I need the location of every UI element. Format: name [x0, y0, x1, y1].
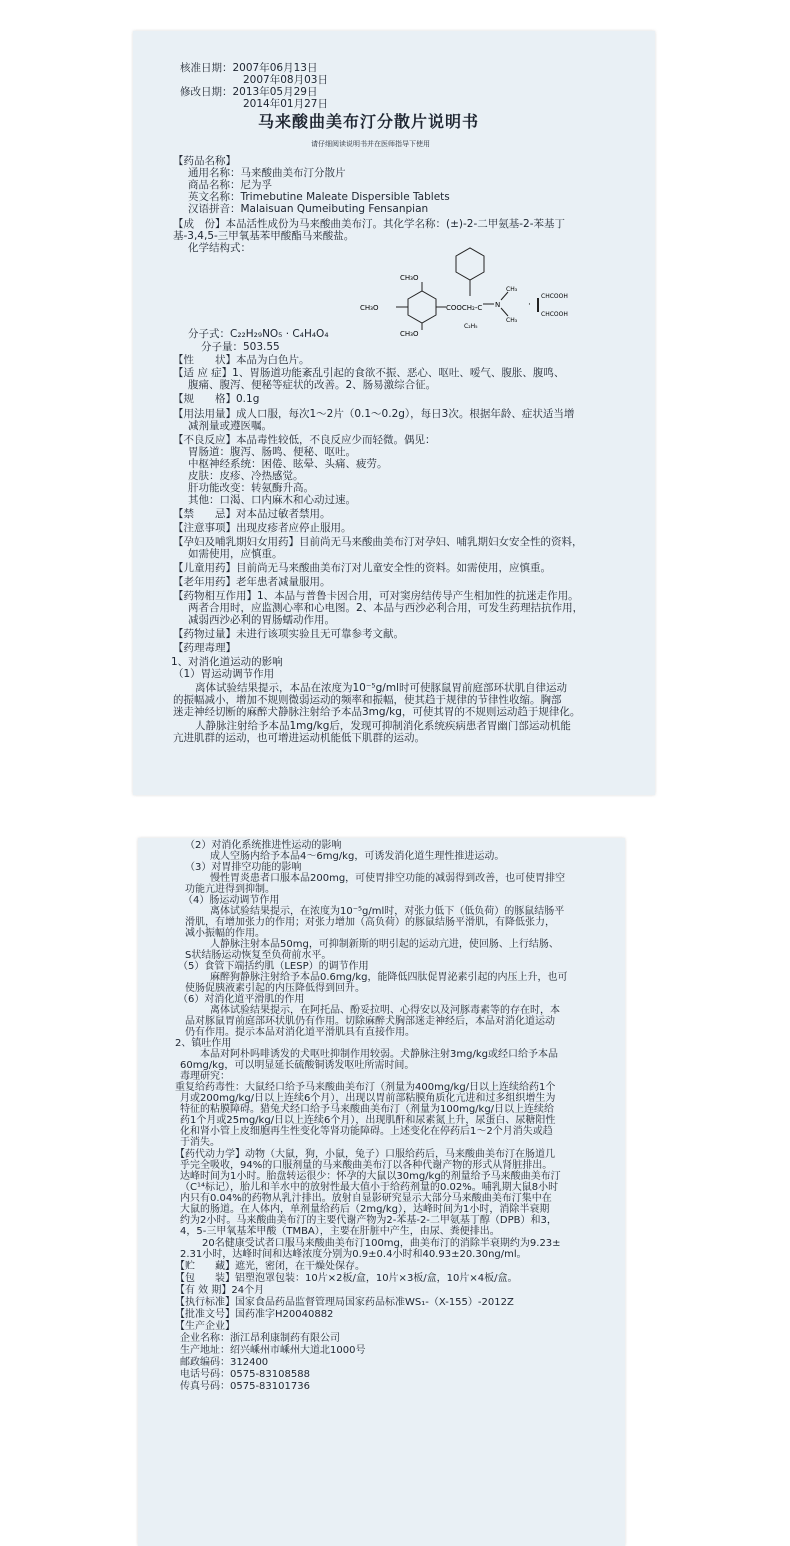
n-methyl-1: CH₃ [506, 286, 518, 293]
text-line: 减小振幅的作用。 [185, 928, 265, 939]
text-line: 【性 状】本品为白色片。 [173, 354, 310, 366]
text-line: 1、对消化道运动的影响 [171, 656, 283, 668]
text-line: 的振幅减小，增加不规则微弱运动的频率和振幅，使其趋于规律的节律性收缩。胸部 [173, 694, 562, 706]
text-line: 【禁 忌】对本品过敏者禁用。 [173, 508, 331, 520]
text-line: 人静脉注射给予本品1mg/kg后，发现可抑制消化系统疾病患者胃幽门部运动机能 [195, 720, 571, 732]
text-line: 达峰时间为1小时。胎盘转运很少：怀孕的大鼠以30mg/kg的剂量给予马来酸曲美布汀 [180, 1171, 561, 1182]
text-line: 2007年08月03日 [243, 74, 328, 86]
text-line: 两者合用时，应监测心率和心电图。2、本品与西沙必利合用，可发生药理拮抗作用， [188, 602, 584, 614]
text-line: 核准日期：2007年06月13日 [180, 62, 318, 74]
text-line: 滑肌，有增加张力的作用；对张力增加（高负荷）的豚鼠结肠平滑肌，有降低张力， [185, 917, 555, 928]
text-line: 麻醉狗静脉注射给予本品0.6mg/kg，能降低四肽促胃泌素引起的内压上升，也可 [210, 972, 568, 983]
text-line: 邮政编码：312400 [180, 1357, 269, 1368]
ester-label: COOCH₂-C [446, 304, 483, 312]
text-line: 4，5-三甲氧基苯甲酸（TMBA），主要在肝脏中产生，由尿、粪便排出。 [180, 1226, 500, 1237]
text-line: 【药代动力学】动物（大鼠，狗，小鼠，兔子）口服给药后，马来酸曲美布汀在肠道几 [175, 1149, 555, 1160]
text-line: 化和肾小管上皮细胞再生性变化等肾功能障碍。上述变化在停药后1～2个月消失或趋 [180, 1126, 553, 1137]
text-line: 本品对阿朴吗啡诱发的犬呕吐抑制作用较弱。犬静脉注射3mg/kg或经口给予本品 [200, 1049, 558, 1060]
text-line: （3）对胃排空功能的影响 [185, 862, 302, 873]
text-line: 【批准文号】国药准字H20040882 [175, 1309, 334, 1320]
text-line: 【药物过量】未进行该项实验且无可靠参考文献。 [173, 628, 404, 640]
text-line: 大鼠的肠道。在人体内，单剂量给药后（2mg/kg），达峰时间为1小时，消除半衰期 [180, 1204, 550, 1215]
acid-label-1: CHCOOH [541, 293, 568, 300]
text-line: 【包 装】铝塑泡罩包装：10片×2板/盒，10片×3板/盒，10片×4板/盒。 [175, 1273, 518, 1284]
text-line: （2）对消化系统推进性运动的影响 [185, 840, 342, 851]
chemical-structure-diagram [338, 244, 568, 338]
text-line: 功能亢进得到抑制。 [185, 884, 275, 895]
benzene-ring [408, 291, 436, 323]
text-line: 胃肠道：腹泻、肠鸣、便秘、呕吐。 [188, 446, 356, 458]
text-line: 人静脉注射本品50mg，可抑制新斯的明引起的运动亢进，使回肠、上行结肠、 [210, 939, 559, 950]
text-line: 内只有0.04%的药物从乳汁排出。放射自显影研究显示大部分马来酸曲美布汀集中在 [180, 1193, 552, 1204]
text-line: （C¹⁴标记），胎儿和羊水中的放射性最大值小于给药剂量的0.02%。哺乳期大鼠8小时 [180, 1182, 559, 1193]
text-line: 【生产企业】 [175, 1321, 235, 1332]
text-line: 电话号码：0575-83108588 [180, 1369, 310, 1380]
text-line: 【老年用药】老年患者减量服用。 [173, 576, 331, 588]
text-line: 基-3,4,5-三甲氧基苯甲酸酯马来酸盐。 [173, 230, 355, 242]
ring-label-1: CH₃O [400, 274, 419, 282]
text-line: 中枢神经系统：困倦、眩晕、头痛、疲劳。 [188, 458, 388, 470]
text-line: 2014年01月27日 [243, 98, 328, 110]
text-line: 生产地址：绍兴嵊州市嵊州大道北1000号 [180, 1345, 366, 1356]
text-line: 离体试验结果提示，在浓度为10⁻⁵g/ml时，对张力低下（低负荷）的豚鼠结肠平 [210, 906, 565, 917]
text-line: 皮肤：皮疹、冷热感觉。 [188, 470, 304, 482]
text-line: 通用名称：马来酸曲美布汀分散片 [188, 167, 346, 179]
ring-label-2: CH₃O [360, 304, 379, 312]
text-line: 药1个月或25mg/kg/日以上连续6个月），出现肌酐和尿素氮上升，尿蛋白、尿糖阳性 [180, 1115, 556, 1126]
text-line: 企业名称：浙江昂利康制药有限公司 [180, 1333, 340, 1344]
text-line: 离体试验结果提示，本品在浓度为10⁻⁵g/ml时可使豚鼠胃前庭部环状肌自律运动 [195, 682, 567, 694]
text-line: 如需使用，应慎重。 [188, 548, 283, 560]
text-line: 【注意事项】出现皮疹者应停止服用。 [173, 522, 352, 534]
phenyl-ring [456, 248, 484, 280]
text-line: 【成 份】本品活性成份为马来酸曲美布汀。其化学名称：(±)-2-二甲氨基-2-苯基丁 [173, 218, 566, 230]
text-line: 特征的粘膜障碍。猎兔犬经口给予马来酸曲美布汀（剂量为100mg/kg/日以上连续给 [180, 1104, 555, 1115]
text-line: 仍有作用。提示本品对消化道平滑肌具有直接作用。 [185, 1027, 415, 1038]
text-line: 离体试验结果提示，在阿托品、酚妥拉明、心得安以及河豚毒素等的存在时，本 [210, 1005, 560, 1016]
text-line: 【执行标准】国家食品药品监督管理局国家药品标准WS₁-（X-155）-2012Z [175, 1297, 514, 1308]
text-line: 慢性胃炎患者口服本品200mg，可使胃排空功能的减弱得到改善，也可使胃排空 [210, 873, 566, 884]
text-line: 乎完全吸收，94%的口服剂量的马来酸曲美布汀以各种代谢产物的形式从肾脏排出。 [180, 1160, 553, 1171]
text-line: 60mg/kg，可以明显延长硫酸铜诱发呕吐所需时间。 [180, 1060, 415, 1071]
text-line: 【规 格】0.1g [173, 393, 260, 405]
text-line: 【药理毒理】 [173, 642, 236, 654]
text-line: 20名健康受试者口服马来酸曲美布汀100mg，曲美布汀的消除半衰期约为9.23± [202, 1238, 561, 1249]
text-line: 汉语拼音：Malaisuan Qumeibuting Fensanpian [188, 203, 429, 215]
text-line: 品对豚鼠胃前庭部环状肌仍有作用。切除麻醉犬胸部迷走神经后，本品对消化道运动 [185, 1016, 555, 1027]
text-line: 迷走神经切断的麻醉犬静脉注射给予本品3mg/kg，可使其胃的不规则运动趋于规律化。 [173, 706, 581, 718]
ethyl-label: C₂H₅ [464, 323, 478, 330]
acid-label-2: CHCOOH [541, 311, 568, 318]
text-line: 英文名称：Trimebutine Maleate Dispersible Tablets [188, 191, 450, 203]
text-line: 使肠促胰液素引起的内压降低得到回升。 [185, 983, 365, 994]
n-methyl-2: CH₃ [506, 317, 518, 324]
text-line: 商品名称：尼为孚 [188, 179, 272, 191]
leaflet-page-2 [138, 838, 625, 1546]
text-line: 分子式：C₂₂H₂₉NO₅ · C₄H₄O₄ [188, 328, 329, 340]
text-line: 【用法用量】成人口服，每次1～2片（0.1～0.2g），每日3次。根据年龄、症状适当增 [173, 408, 575, 420]
text-line: （5）食管下端括约肌（LESP）的调节作用 [178, 961, 369, 972]
document-subtitle: 请仔细阅读说明书并在医师指导下使用 [311, 140, 430, 148]
text-line: 分子量：503.55 [201, 341, 280, 353]
text-line: （6）对消化道平滑肌的作用 [178, 994, 305, 1005]
text-line: 【适 应 症】1、胃肠道功能紊乱引起的食欲不振、恶心、呕吐、嗳气、腹胀、腹鸣、 [173, 367, 565, 379]
text-line: 【有 效 期】24个月 [175, 1285, 265, 1296]
text-line: 2.31小时，达峰时间和达峰浓度分别为0.9±0.4小时和40.93±20.30ng/ml。 [180, 1249, 527, 1260]
text-line: 【孕妇及哺乳期妇女用药】目前尚无马来酸曲美布汀对孕妇、哺乳期妇女安全性的资料， [173, 536, 583, 548]
n-label: N [495, 301, 501, 309]
text-line: 于消失。 [180, 1137, 220, 1148]
leaflet-page-1 [133, 31, 655, 795]
text-line: S状结肠运动恢复至负荷前水平。 [185, 950, 332, 961]
text-line: 减剂量或遵医嘱。 [188, 420, 272, 432]
text-line: 【药品名称】 [173, 155, 236, 167]
text-line: 月或200mg/kg/日以上连续6个月），出现以胃前部粘膜角质化亢进和过多组织增生为 [180, 1093, 556, 1104]
text-line: 成人空肠内给予本品4～6mg/kg，可诱发消化道生理性推进运动。 [210, 851, 505, 862]
document-title: 马来酸曲美布汀分散片说明书 [258, 112, 480, 131]
text-line: 肝功能改变：转氨酶升高。 [188, 482, 314, 494]
text-line: 毒理研究： [180, 1071, 230, 1082]
text-line: 【儿童用药】目前尚无马来酸曲美布汀对儿童安全性的资料。如需使用，应慎重。 [173, 562, 551, 574]
text-line: （4）肠运动调节作用 [183, 895, 280, 906]
text-line: 减弱西沙必利的胃肠蠕动作用。 [188, 614, 335, 626]
text-line: （1）胃运动调节作用 [173, 668, 275, 680]
text-line: 【药物相互作用】1、本品与普鲁卡因合用，可对窦房结传导产生相加性的抗迷走作用。 [173, 590, 579, 602]
text-line: 传真号码：0575-83101736 [180, 1381, 310, 1392]
dot: · [528, 300, 531, 310]
text-line: 亢进肌群的运动，也可增进运动机能低下肌群的运动。 [173, 732, 425, 744]
text-line: 约为2小时。马来酸曲美布汀的主要代谢产物为2-苯基-2-二甲氨基丁醇（DPB）和3， [180, 1215, 557, 1226]
text-line: 重复给药毒性：大鼠经口给予马来酸曲美布汀（剂量为400mg/kg/日以上连续给药1个 [175, 1082, 556, 1093]
text-line: 其他：口渴、口内麻木和心动过速。 [188, 494, 356, 506]
text-line: 【贮 藏】遮光，密闭，在干燥处保存。 [175, 1261, 365, 1272]
text-line: 腹痛、腹泻、便秘等症状的改善。2、肠易激综合征。 [188, 379, 437, 391]
text-line: 【不良反应】本品毒性较低，不良反应少而轻微。偶见： [173, 434, 436, 446]
text-line: 2、镇吐作用 [175, 1038, 232, 1049]
ring-label-3: CH₃O [400, 330, 419, 338]
text-line: 修改日期：2013年05月29日 [180, 86, 318, 98]
text-line: 化学结构式： [188, 242, 251, 254]
